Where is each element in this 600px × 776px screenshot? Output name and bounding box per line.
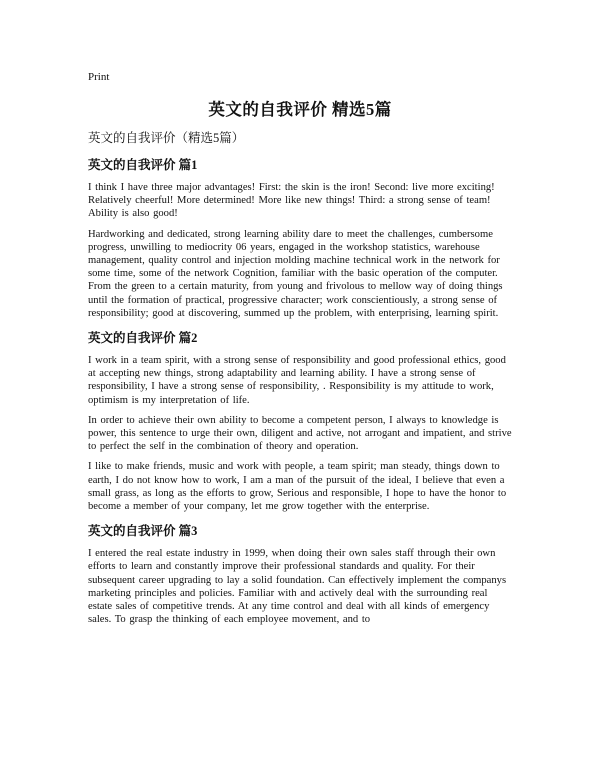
section-1 — [88, 156, 512, 320]
print-link[interactable]: Print — [88, 71, 110, 83]
document-subtitle: 英文的自我评价（精选5篇） — [88, 131, 245, 145]
paragraph: Hardworking and dedicated, strong learning ability dare to meet the challenges, cumbersome progress, unwilling to mediocrity 06 years, engaged in the workshop statistics, warehouse management, quality control and injection molding machine technical work in the network for some time, some of the network Cognition, familiar with the basic operation of the computer. From the green to a certain maturity, from young and frivolous to mellow way of doing things until the formation of practical, progressive character; work conscientiously, a strong sense of responsibility; good at discovering, summed up the problem, with enterprising, learning spirit. — [88, 228, 503, 319]
paragraph: I like to make friends, music and work with people, a team spirit; man steady, things down to earth, I do not know how to work, I am a man of the pursuit of the ideal, I believe that even a small grass, as long as the efforts to grow, Serious and responsible, I hope to have the honor to become a member of your company, let me grow together with the enterprise. — [88, 461, 507, 513]
section-heading: 英文的自我评价 篇3 — [88, 524, 198, 539]
paragraph: I think I have three major advantages! First: the skin is the iron! Second: live more exciting! Relatively cheerful! More determined! More like new things! Third: a strong sense of team! Ability is also good! — [88, 182, 495, 220]
paragraph: I entered the real estate industry in 1999, when doing their own sales staff through their own efforts to learn and constantly improve their professional standards and quality. For their subsequent career upgrading to lay a solid foundation. Can effectively implement the companys marketing principles and policies. Familiar with and actively deal with the surrounding real estate sales of competitive trends. At any time control and deal with all kinds of emergency sales. To grasp the thinking of each employee movement, and to — [88, 548, 507, 626]
document-page — [88, 70, 512, 633]
section-2 — [88, 329, 512, 513]
paragraph: I work in a team spirit, with a strong sense of responsibility and good professional ethics, good at accepting new things, strong adaptability and learning ability. I have a strong sense of responsibility, I have a strong sense of responsibility, . Responsibility is my attitude to work, optimism is my interpretation of life. — [88, 355, 506, 406]
paragraph: In order to achieve their own ability to become a competent person, I always to knowledge is power, this sentence to urge their own, diligent and active, not arrogant and impatient, and strive to perfect the self in the combination of theory and operation. — [88, 414, 512, 453]
document-title: 英文的自我评价 精选5篇 — [208, 100, 392, 119]
section-3 — [88, 522, 512, 626]
section-heading: 英文的自我评价 篇2 — [88, 331, 198, 346]
section-heading: 英文的自我评价 篇1 — [88, 158, 198, 172]
